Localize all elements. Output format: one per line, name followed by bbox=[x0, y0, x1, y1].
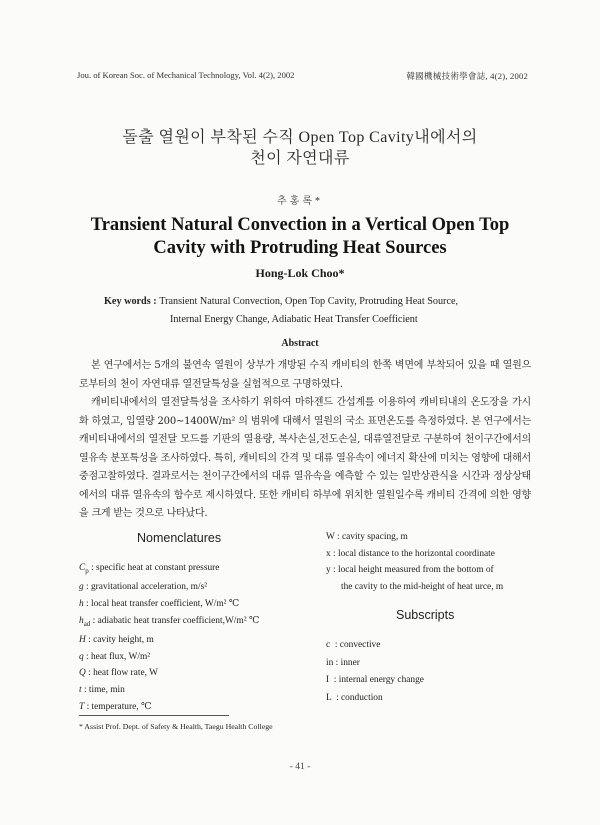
subscript-item: L : conduction bbox=[326, 692, 383, 703]
nomenclature-symbol: T bbox=[79, 701, 85, 712]
footnote-rule bbox=[79, 715, 229, 716]
nomenclature-heading: Nomenclatures bbox=[137, 531, 222, 545]
nomenclature-y: y : local height measured from the bottom of bbox=[326, 565, 494, 576]
nomenclature-symbol: t bbox=[79, 684, 82, 695]
subscripts-heading: Subscripts bbox=[396, 608, 455, 622]
nomenclature-description: : gravitational acceleration, m/s² bbox=[83, 582, 208, 593]
nomenclature-symbol: Q bbox=[79, 668, 86, 679]
english-title-line-2: Cavity with Protruding Heat Sources bbox=[153, 238, 447, 258]
nomenclature-item bbox=[79, 682, 259, 699]
nomenclature-symbol: q bbox=[79, 651, 84, 662]
abstract-paragraph-2: 캐비티내에서의 열전달특성을 조사하기 위하여 마하젠드 간섭계를 이용하여 캐비티내의 온도장을 가시화 하였고, 입열량 200∼1400W/m² 의 범위에 대해서 열원의 국소 표면온도를 측정하였다. 본 연구에서는 캐비티내에서의 열전달 모드를 기판의 열용량, 복사손실,전도손실, 대류열전달로 구분하여 천이구간에서의 열유속 분포특성을 조사하였다. 특히, 캐비티의 간격 및 대류 열유속이 에너지 확산에 미치는 영향에 대해서 중점고찰하였다. 결과로서는 천이구간에서의 대류 열유속을 예측할 수 있는 일반상관식을 시간과 정상상태에서의 대류 열유속의 함수로 제시하였다. 또한 캐비티 하부에 위치한 열원일수록 캐비티 간격에 의한 영향을 크게 받는 것으로 나타났다. bbox=[79, 397, 531, 519]
nomenclature-description: : cavity height, m bbox=[85, 635, 154, 646]
english-title-line-1: Transient Natural Convection in a Vertical Open Top bbox=[90, 215, 510, 235]
korean-title-line-1: 돌출 열원이 부착된 수직 Open Top Cavity내에서의 bbox=[122, 129, 478, 146]
subscripts-list bbox=[326, 637, 424, 707]
nomenclature-symbol: h bbox=[79, 599, 84, 610]
nomenclature-item bbox=[79, 613, 259, 632]
nomenclature-symbol: h bbox=[79, 615, 84, 626]
korean-title-line-2: 천이 자연대류 bbox=[250, 150, 350, 167]
keywords-line-2: Internal Energy Change, Adiabatic Heat Transfer Coefficient bbox=[170, 314, 418, 325]
keywords: Key words : Transient Natural Convection, Open Top Cavity, Protruding Heat Source, Internal Energy Change, Adiabatic Heat Transfer Coefficient bbox=[104, 293, 544, 329]
nomenclature-description: : time, min bbox=[81, 684, 125, 695]
abstract-paragraph-1: 본 연구에서는 5개의 불연속 열원이 상부가 개방된 수직 캐비티의 한쪽 벽면에 부착되어 있을 때 열원으로부터의 천이 자연대류 열전달특성을 실험적으로 구명하였다. bbox=[79, 360, 531, 390]
journal-header-english: Jou. of Korean Soc. of Mechanical Technology, Vol. 4(2), 2002 bbox=[77, 70, 295, 80]
abstract-heading: Abstract bbox=[281, 338, 319, 349]
nomenclature-description: : temperature, ℃ bbox=[84, 701, 152, 712]
nomenclature-symbol: g bbox=[79, 582, 84, 593]
nomenclature-description: : heat flux, W/m² bbox=[83, 651, 151, 662]
nomenclature-item bbox=[79, 665, 259, 682]
nomenclature-right-column bbox=[326, 529, 503, 595]
nomenclature-w: W : cavity spacing, m bbox=[326, 532, 408, 542]
subscript-item: in : inner bbox=[326, 657, 360, 668]
nomenclature-item bbox=[79, 560, 259, 579]
abstract-body bbox=[79, 357, 531, 524]
nomenclature-y-continued: the cavity to the mid-height of heat urce, m bbox=[341, 581, 504, 592]
nomenclature-description: : adiabatic heat transfer coefficient,W/m² ℃ bbox=[90, 615, 260, 626]
nomenclature-list bbox=[79, 560, 259, 715]
footnote: * Assist Prof. Dept. of Safety & Health, Taegu Health College bbox=[79, 722, 273, 731]
subscript-item: c : convective bbox=[326, 640, 381, 650]
nomenclature-item bbox=[79, 632, 259, 649]
subscript-item: I : internal energy change bbox=[326, 675, 424, 686]
nomenclature-subscript: p bbox=[85, 566, 89, 575]
nomenclature-subscript: ad bbox=[83, 619, 91, 628]
nomenclature-item bbox=[79, 699, 259, 716]
nomenclature-symbol: H bbox=[79, 635, 86, 646]
keywords-label: Key words bbox=[104, 296, 151, 307]
journal-header-korean: 韓國機械技術學會誌, 4(2), 2002 bbox=[406, 71, 528, 81]
page-number: - 41 - bbox=[289, 762, 311, 772]
keywords-line-1: Transient Natural Convection, Open Top Cavity, Protruding Heat Source, bbox=[159, 296, 459, 307]
nomenclature-item bbox=[79, 649, 259, 666]
english-author: Hong-Lok Choo* bbox=[255, 266, 345, 280]
nomenclature-item bbox=[79, 596, 259, 613]
nomenclature-symbol: C bbox=[79, 563, 86, 573]
nomenclature-description: : local heat transfer coefficient, W/m² ℃ bbox=[83, 599, 240, 610]
nomenclature-item bbox=[79, 579, 259, 596]
korean-author: 추홍록* bbox=[277, 196, 323, 207]
nomenclature-description: : specific heat at constant pressure bbox=[88, 563, 220, 573]
nomenclature-description: : heat flow rate, W bbox=[85, 668, 158, 679]
nomenclature-x: x : local distance to the horizontal coordinate bbox=[326, 548, 495, 559]
